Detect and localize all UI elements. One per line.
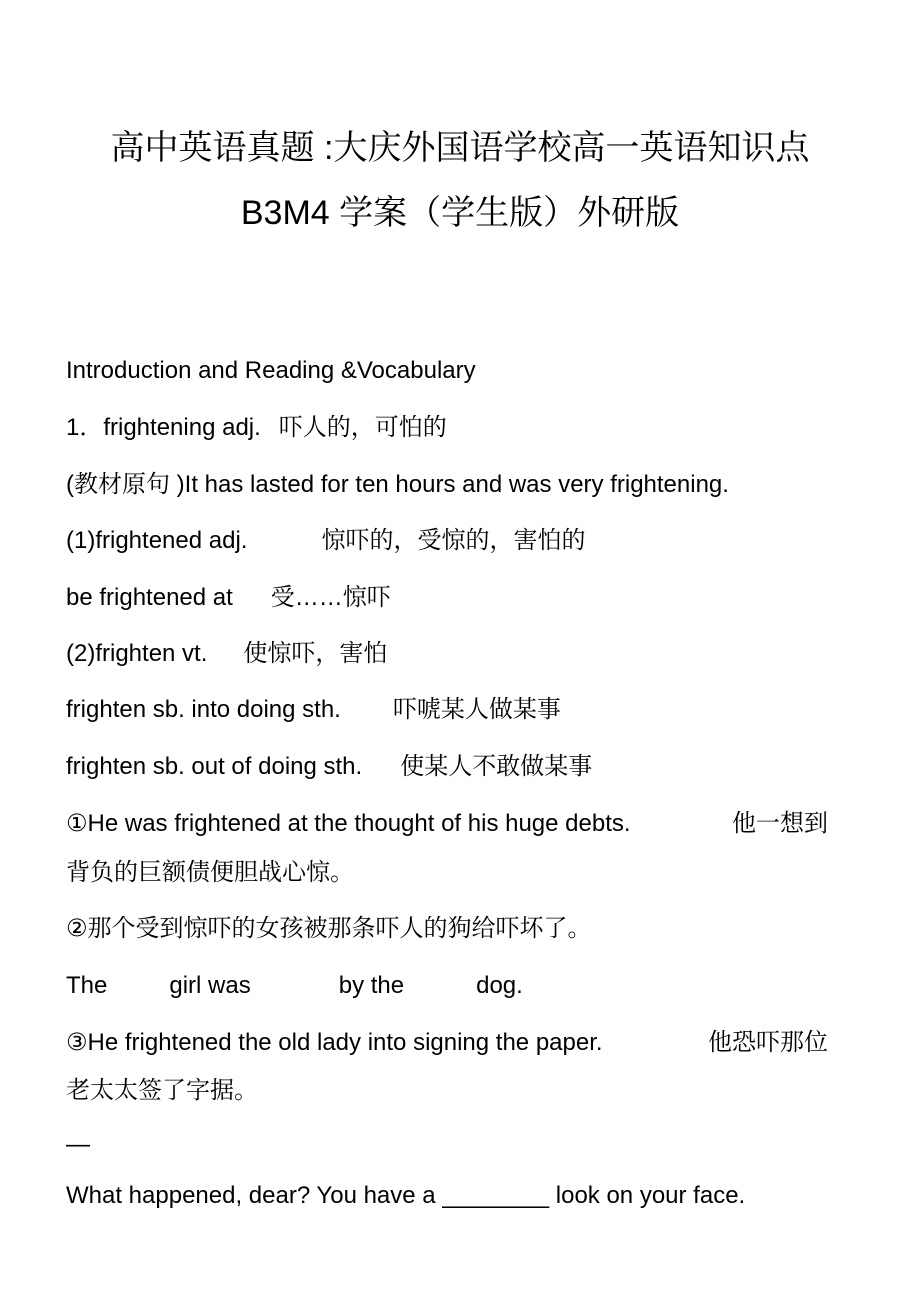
phrase2-en: frighten sb. into doing sth. <box>66 696 341 723</box>
source-sentence: (教材原句 )It has lasted for ten hours and was very frightening. <box>66 471 729 498</box>
sub1-meaning: 惊吓的，受惊的，害怕的 <box>321 527 586 554</box>
phrase1-cn: 受……惊吓 <box>270 584 391 611</box>
phrase3-en: frighten sb. out of doing sth. <box>66 753 363 780</box>
phrase-1 <box>66 583 391 613</box>
ex2-word-1: The <box>66 972 108 999</box>
example-2-cn: ②那个受到惊吓的女孩被那条吓人的狗给吓坏了。 <box>66 915 592 942</box>
example-2-blanks <box>66 971 523 1001</box>
phrase-2 <box>66 695 561 725</box>
example-1-cn-b: 背负的巨额债便胆战心惊。 <box>66 859 354 886</box>
head-word: 1．frightening adj. <box>66 414 261 441</box>
sub2-word: (2)frighten vt. <box>66 640 208 667</box>
ex2-word-4: dog. <box>476 972 523 999</box>
example-3-cn-a: 他恐吓那位 <box>708 1029 828 1056</box>
phrase3-cn: 使某人不敢做某事 <box>400 753 593 780</box>
sub-entry-1 <box>66 526 585 556</box>
example-3-en: ③He frightened the old lady into signing the paper. <box>66 1029 603 1056</box>
phrase2-cn: 吓唬某人做某事 <box>392 696 561 723</box>
example-3-cn-b: 老太太签了字据。 <box>66 1077 258 1104</box>
sub2-meaning: 使惊吓，害怕 <box>243 640 388 667</box>
sub1-word: (1)frightened adj. <box>66 527 248 554</box>
ex2-word-2: girl was <box>169 972 251 999</box>
phrase1-en: be frightened at <box>66 584 233 611</box>
example-1-en: ①He was frightened at the thought of his huge debts. <box>66 810 631 837</box>
phrase-3 <box>66 752 592 782</box>
title-line-2: B3M4 学案（学生版）外研版 <box>240 194 680 232</box>
head-meaning: 吓人的，可怕的 <box>278 414 447 441</box>
dialog-line: What happened, dear? You have a ________ look on your face. <box>66 1182 746 1209</box>
dash-marker: — <box>66 1131 90 1158</box>
ex2-word-3: by the <box>338 972 405 999</box>
example-1-cn-a: 他一想到 <box>732 810 828 837</box>
entry-head <box>66 413 447 443</box>
section-heading: Introduction and Reading &Vocabulary <box>66 357 476 384</box>
title-line-1: 高中英语真题 :大庆外国语学校高一英语知识点 <box>110 129 810 167</box>
sub-entry-2 <box>66 639 387 669</box>
